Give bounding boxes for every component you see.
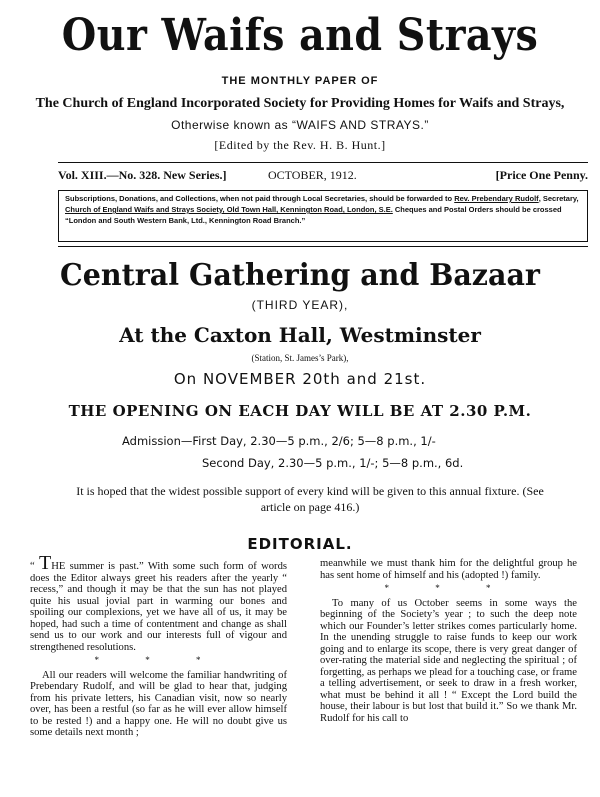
notice-society-address: Church of England Waifs and Strays Society, Old Town Hall, Kennington Road, London, S.E. [65, 205, 393, 214]
editorial-paragraph-text: HE summer is past.” With some such form of words does the Editor always greet his readers after the yearly “ recess,” and though it may be that the sun has not played quite his usual jovial part in warming our bones and spoiling our complexions, yet we have all of us, it may be hoped, had such a time of contentment and change as shall send us to our work and our interests full of vigour and strengthened resolutions. [30, 561, 287, 653]
notice-secretary-name: Rev. Prebendary Rudolf [454, 194, 539, 203]
section-divider-stars: * * * [94, 655, 223, 665]
section-divider-stars: * * * [384, 583, 513, 593]
editorial-paragraph [30, 552, 287, 653]
event-station: (Station, St. James’s Park), [251, 353, 349, 363]
subtitle-monthly-paper: THE MONTHLY PAPER OF [221, 75, 379, 87]
subtitle-society-name: The Church of England Incorporated Society for Providing Homes for Waifs and Strays, [35, 96, 565, 111]
event-third-year: (THIRD YEAR), [251, 298, 349, 312]
event-venue: At the Caxton Hall, Westminster [119, 323, 481, 347]
editorial-right-column [320, 558, 577, 724]
event-support-note: It is hoped that the widest possible support of every kind will be given to this annual fixture. (See article on page 416.) [76, 484, 544, 514]
volume-number: Vol. XIII.—No. 328. New Series.] [58, 168, 227, 182]
subtitle-also-known-as: Otherwise known as “WAIFS AND STRAYS.” [171, 118, 429, 132]
editorial-paragraph: All our readers will welcome the familiar handwriting of Prebendary Rudolf, and will be glad to hear that, judging from his private letters, his Canadian visit, now so nearly over, has been a restful (so far as he will ever allow himself to be rested !) and a happy one. He will no doubt give us some details next month ; [30, 669, 287, 738]
editorial-paragraph: To many of us October seems in some ways the beginning of the Society’s year ; to such the deep note which our Founder’s letter strikes comes particularly home. In the unending struggle to raise funds to keep our work going and to enlarge its scope, there is very great danger of over-rating the material side and neglecting the spiritual ; of forgetting, as perhaps we plead for a touching case, or frame a telling advertisement, or seek to draw in a fresh worker, what must be behind it all ! “ Except the Lord build the house, their labour is but lost that build it.” So we thank Mr. Rudolf for his call to [320, 597, 577, 724]
opening-quote: “ [30, 561, 39, 572]
issue-info-row [58, 168, 588, 184]
editor-credit: [Edited by the Rev. H. B. Hunt.] [214, 138, 386, 152]
top-rule [58, 162, 588, 163]
admission-second-day: Second Day, 2.30—5 p.m., 1/-; 5—8 p.m., 6d. [202, 456, 464, 470]
drop-cap-letter: T [38, 552, 52, 574]
event-opening-time: THE OPENING ON EACH DAY WILL BE AT 2.30 P.M. [68, 402, 532, 420]
editorial-heading: EDITORIAL. [247, 535, 353, 553]
editorial-left-column [30, 552, 287, 739]
notice-text-c: Cheques and Postal Orders should be crossed “London and South Western Bank, Ltd., Kennington Road Branch.” [65, 205, 562, 225]
issue-date: OCTOBER, 1912. [268, 168, 357, 182]
subscription-notice-box [58, 190, 588, 242]
admission-first-day: Admission—First Day, 2.30—5 p.m., 2/6; 5—8 p.m., 1/- [122, 434, 436, 448]
notice-text-a: Subscriptions, Donations, and Collections, when not paid through Local Secretaries, should be forwarded to [65, 194, 455, 203]
notice-bottom-rule [58, 246, 588, 247]
issue-price: [Price One Penny. [495, 168, 588, 182]
editorial-paragraph: meanwhile we must thank him for the delightful group he has sent home of himself and his (adopted !) family. [320, 558, 577, 581]
notice-text-b: , Secretary, [538, 194, 579, 203]
event-headline: Central Gathering and Bazaar [60, 258, 540, 293]
event-dates: On NOVEMBER 20th and 21st. [173, 370, 427, 388]
masthead-title: Our Waifs and Strays [61, 10, 539, 61]
